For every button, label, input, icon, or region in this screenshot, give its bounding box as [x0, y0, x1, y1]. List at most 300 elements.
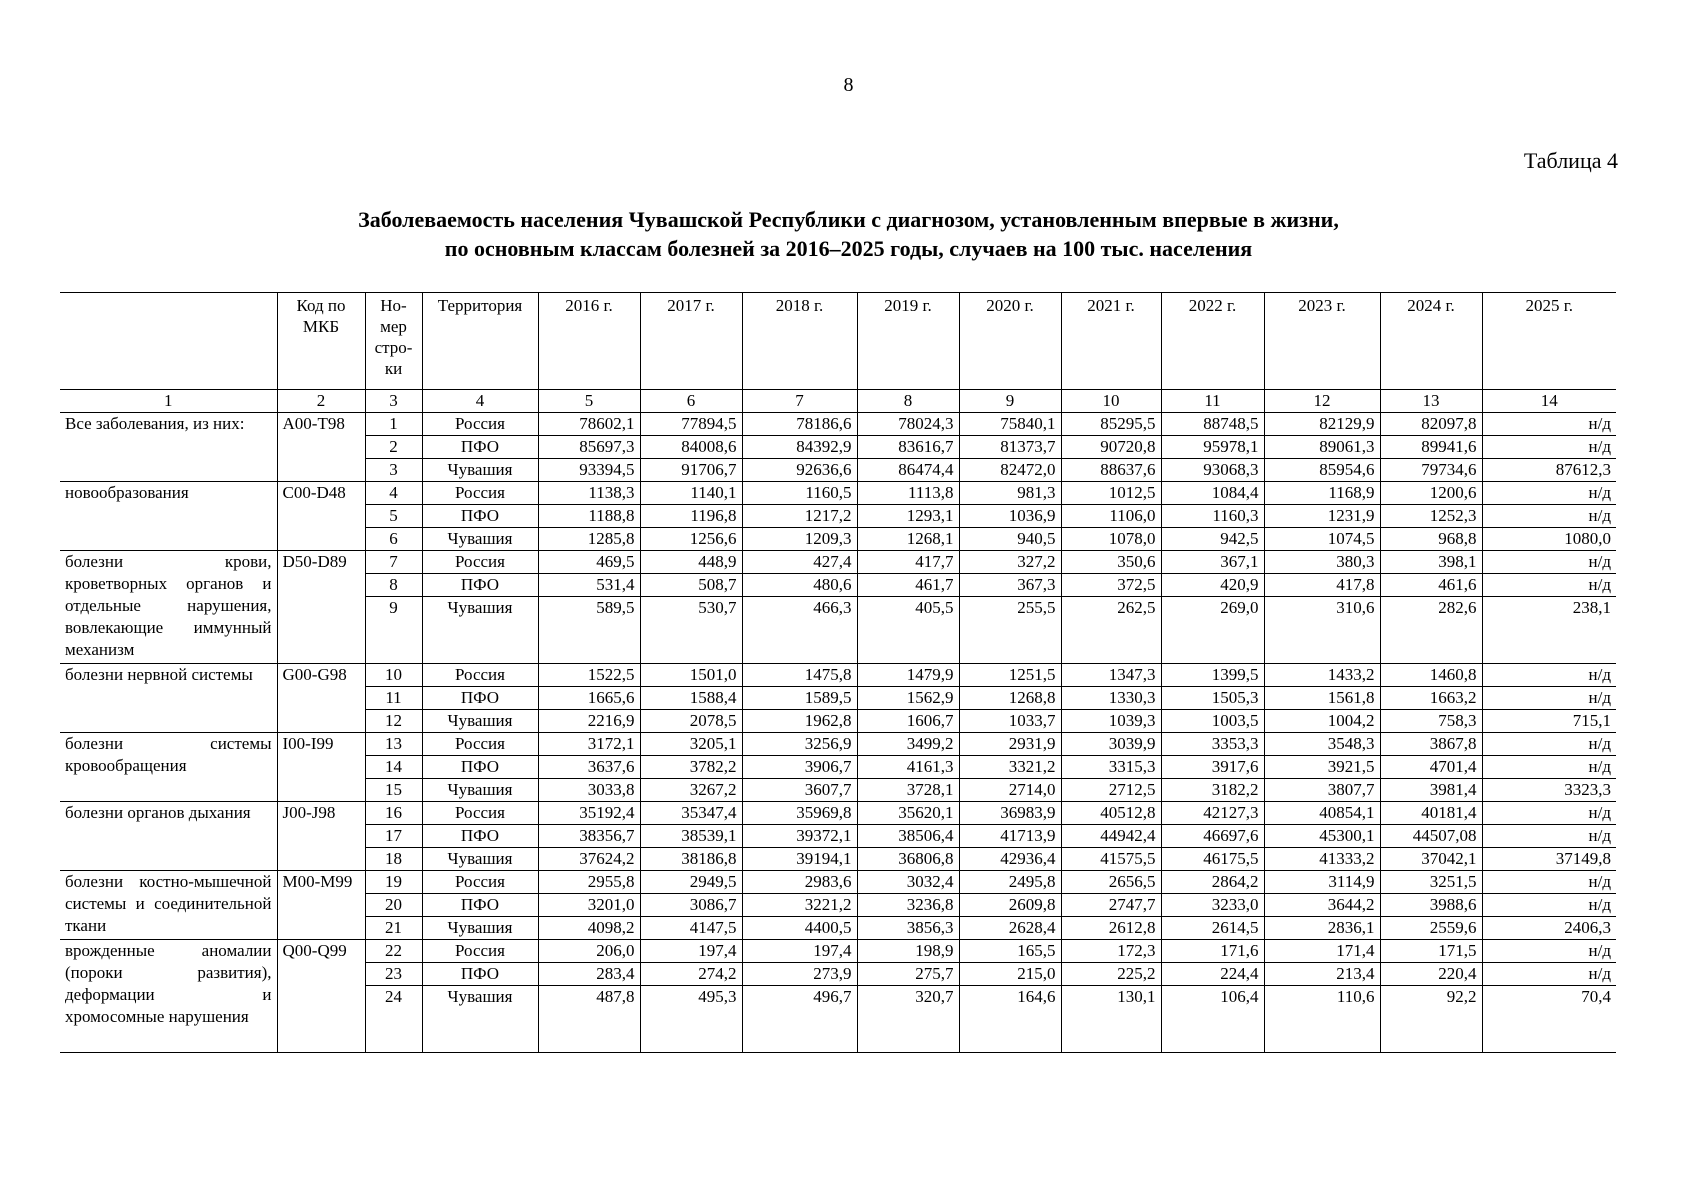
column-number: 14	[1482, 390, 1616, 413]
column-number: 6	[640, 390, 742, 413]
value-cell: 1663,2	[1380, 687, 1482, 710]
value-cell: н/д	[1482, 733, 1616, 756]
value-cell: 3039,9	[1061, 733, 1161, 756]
value-cell: 4147,5	[640, 917, 742, 940]
value-cell: 3201,0	[538, 894, 640, 917]
value-cell: 213,4	[1264, 963, 1380, 986]
value-cell: 41575,5	[1061, 848, 1161, 871]
value-cell: 1562,9	[857, 687, 959, 710]
value-cell: 40181,4	[1380, 802, 1482, 825]
value-cell: 1606,7	[857, 710, 959, 733]
value-cell: 39194,1	[742, 848, 857, 871]
value-cell: 1140,1	[640, 482, 742, 505]
icd-code: D50-D89	[277, 551, 365, 664]
value-cell: н/д	[1482, 963, 1616, 986]
row-number: 4	[365, 482, 422, 505]
header-year: 2020 г.	[959, 293, 1061, 390]
value-cell: н/д	[1482, 664, 1616, 687]
territory: Россия	[422, 940, 538, 963]
disease-class-name: новообразования	[60, 482, 277, 551]
value-cell: 46697,6	[1161, 825, 1264, 848]
value-cell: н/д	[1482, 894, 1616, 917]
value-cell: 2712,5	[1061, 779, 1161, 802]
value-cell: н/д	[1482, 551, 1616, 574]
value-cell: 269,0	[1161, 597, 1264, 664]
value-cell: 1501,0	[640, 664, 742, 687]
table-row	[60, 482, 1616, 505]
value-cell: 1084,4	[1161, 482, 1264, 505]
value-cell: 171,6	[1161, 940, 1264, 963]
row-number: 14	[365, 756, 422, 779]
value-cell: 3548,3	[1264, 733, 1380, 756]
header-code: Код по МКБ	[277, 293, 365, 390]
value-cell: 172,3	[1061, 940, 1161, 963]
header-rownum-line: стро-	[374, 338, 413, 357]
value-cell: 1039,3	[1061, 710, 1161, 733]
value-cell: 283,4	[538, 963, 640, 986]
header-year: 2017 г.	[640, 293, 742, 390]
page-number: 8	[843, 74, 854, 96]
value-cell: 220,4	[1380, 963, 1482, 986]
value-cell: 4098,2	[538, 917, 640, 940]
row-number: 17	[365, 825, 422, 848]
value-cell: 197,4	[742, 940, 857, 963]
value-cell: 1033,7	[959, 710, 1061, 733]
icd-code: G00-G98	[277, 664, 365, 733]
value-cell: 78024,3	[857, 413, 959, 436]
table-row	[60, 940, 1616, 963]
territory: Чувашия	[422, 459, 538, 482]
value-cell: 38356,7	[538, 825, 640, 848]
value-cell: 262,5	[1061, 597, 1161, 664]
value-cell: н/д	[1482, 413, 1616, 436]
value-cell: 89061,3	[1264, 436, 1380, 459]
value-cell: 405,5	[857, 597, 959, 664]
value-cell: 2656,5	[1061, 871, 1161, 894]
value-cell: 3728,1	[857, 779, 959, 802]
row-number: 8	[365, 574, 422, 597]
value-cell: 82129,9	[1264, 413, 1380, 436]
value-cell: 1268,8	[959, 687, 1061, 710]
value-cell: н/д	[1482, 940, 1616, 963]
value-cell: 44507,08	[1380, 825, 1482, 848]
header-year: 2021 г.	[1061, 293, 1161, 390]
territory: ПФО	[422, 687, 538, 710]
value-cell: 715,1	[1482, 710, 1616, 733]
value-cell: 75840,1	[959, 413, 1061, 436]
value-cell: 380,3	[1264, 551, 1380, 574]
value-cell: 2628,4	[959, 917, 1061, 940]
value-cell: 35347,4	[640, 802, 742, 825]
value-cell: 83616,7	[857, 436, 959, 459]
title-line-1: Заболеваемость населения Чувашской Республики с диагнозом, установленным впервые в жизни,	[358, 207, 1339, 232]
value-cell: 273,9	[742, 963, 857, 986]
row-number: 21	[365, 917, 422, 940]
value-cell: 39372,1	[742, 825, 857, 848]
value-cell: 1074,5	[1264, 528, 1380, 551]
value-cell: 398,1	[1380, 551, 1482, 574]
value-cell: 968,8	[1380, 528, 1482, 551]
value-cell: 469,5	[538, 551, 640, 574]
territory: Чувашия	[422, 848, 538, 871]
table-label: Таблица 4	[1523, 148, 1618, 173]
value-cell: н/д	[1482, 687, 1616, 710]
value-cell: 2612,8	[1061, 917, 1161, 940]
territory: ПФО	[422, 963, 538, 986]
icd-code: C00-D48	[277, 482, 365, 551]
value-cell: 1012,5	[1061, 482, 1161, 505]
value-cell: 70,4	[1482, 986, 1616, 1053]
value-cell: 274,2	[640, 963, 742, 986]
disease-class-name: Все заболевания, из них:	[60, 413, 277, 482]
value-cell: 367,3	[959, 574, 1061, 597]
header-year: 2024 г.	[1380, 293, 1482, 390]
value-cell: 2983,6	[742, 871, 857, 894]
value-cell: 1106,0	[1061, 505, 1161, 528]
value-cell: 1268,1	[857, 528, 959, 551]
row-number: 19	[365, 871, 422, 894]
value-cell: 92636,6	[742, 459, 857, 482]
territory: Чувашия	[422, 597, 538, 664]
column-number: 1	[60, 390, 277, 413]
value-cell: 4161,3	[857, 756, 959, 779]
row-number: 18	[365, 848, 422, 871]
territory: ПФО	[422, 894, 538, 917]
value-cell: 1188,8	[538, 505, 640, 528]
value-cell: 1251,5	[959, 664, 1061, 687]
value-cell: н/д	[1482, 871, 1616, 894]
value-cell: 448,9	[640, 551, 742, 574]
value-cell: 95978,1	[1161, 436, 1264, 459]
value-cell: 1256,6	[640, 528, 742, 551]
value-cell: 37149,8	[1482, 848, 1616, 871]
row-number: 11	[365, 687, 422, 710]
column-number: 4	[422, 390, 538, 413]
value-cell: 3315,3	[1061, 756, 1161, 779]
value-cell: 1460,8	[1380, 664, 1482, 687]
value-cell: 1399,5	[1161, 664, 1264, 687]
value-cell: 40854,1	[1264, 802, 1380, 825]
row-number: 5	[365, 505, 422, 528]
value-cell: 38539,1	[640, 825, 742, 848]
value-cell: 255,5	[959, 597, 1061, 664]
value-cell: 85295,5	[1061, 413, 1161, 436]
value-cell: 3807,7	[1264, 779, 1380, 802]
value-cell: 1665,6	[538, 687, 640, 710]
value-cell: 171,4	[1264, 940, 1380, 963]
value-cell: 3867,8	[1380, 733, 1482, 756]
value-cell: 206,0	[538, 940, 640, 963]
column-number: 5	[538, 390, 640, 413]
value-cell: 3921,5	[1264, 756, 1380, 779]
value-cell: 2559,6	[1380, 917, 1482, 940]
table-row	[60, 664, 1616, 687]
value-cell: 942,5	[1161, 528, 1264, 551]
value-cell: 225,2	[1061, 963, 1161, 986]
value-cell: 198,9	[857, 940, 959, 963]
value-cell: н/д	[1482, 436, 1616, 459]
value-cell: 171,5	[1380, 940, 1482, 963]
row-number: 2	[365, 436, 422, 459]
value-cell: 36983,9	[959, 802, 1061, 825]
value-cell: 320,7	[857, 986, 959, 1053]
row-number: 24	[365, 986, 422, 1053]
value-cell: 40512,8	[1061, 802, 1161, 825]
value-cell: 78602,1	[538, 413, 640, 436]
value-cell: 427,4	[742, 551, 857, 574]
value-cell: 2714,0	[959, 779, 1061, 802]
value-cell: 46175,5	[1161, 848, 1264, 871]
row-number: 16	[365, 802, 422, 825]
column-number-row	[60, 390, 1616, 413]
value-cell: 42936,4	[959, 848, 1061, 871]
value-cell: 92,2	[1380, 986, 1482, 1053]
value-cell: 372,5	[1061, 574, 1161, 597]
value-cell: 1522,5	[538, 664, 640, 687]
header-territory: Территория	[422, 293, 538, 390]
value-cell: 165,5	[959, 940, 1061, 963]
value-cell: 3033,8	[538, 779, 640, 802]
value-cell: 3644,2	[1264, 894, 1380, 917]
row-number: 15	[365, 779, 422, 802]
icd-code: J00-J98	[277, 802, 365, 871]
value-cell: 93394,5	[538, 459, 640, 482]
value-cell: 1252,3	[1380, 505, 1482, 528]
value-cell: 3236,8	[857, 894, 959, 917]
value-cell: 3233,0	[1161, 894, 1264, 917]
value-cell: 2495,8	[959, 871, 1061, 894]
territory: ПФО	[422, 505, 538, 528]
row-number: 3	[365, 459, 422, 482]
value-cell: 238,1	[1482, 597, 1616, 664]
value-cell: 88637,6	[1061, 459, 1161, 482]
table-row	[60, 413, 1616, 436]
value-cell: 1209,3	[742, 528, 857, 551]
table-row	[60, 551, 1616, 574]
icd-code: Q00-Q99	[277, 940, 365, 1053]
value-cell: 87612,3	[1482, 459, 1616, 482]
value-cell: 3032,4	[857, 871, 959, 894]
row-number: 7	[365, 551, 422, 574]
territory: Россия	[422, 482, 538, 505]
column-number: 3	[365, 390, 422, 413]
value-cell: 88748,5	[1161, 413, 1264, 436]
value-cell: 3172,1	[538, 733, 640, 756]
header-year: 2018 г.	[742, 293, 857, 390]
value-cell: 327,2	[959, 551, 1061, 574]
value-cell: 1285,8	[538, 528, 640, 551]
value-cell: 38506,4	[857, 825, 959, 848]
territory: ПФО	[422, 825, 538, 848]
value-cell: 530,7	[640, 597, 742, 664]
territory: Чувашия	[422, 917, 538, 940]
value-cell: 461,6	[1380, 574, 1482, 597]
value-cell: 1561,8	[1264, 687, 1380, 710]
value-cell: 1160,3	[1161, 505, 1264, 528]
value-cell: 1036,9	[959, 505, 1061, 528]
value-cell: 3267,2	[640, 779, 742, 802]
title-line-2: по основным классам болезней за 2016–2025 годы, случаев на 100 тыс. населения	[444, 236, 1253, 261]
value-cell: 85697,3	[538, 436, 640, 459]
value-cell: 1138,3	[538, 482, 640, 505]
header-rownum-line: мер	[380, 317, 407, 336]
morbidity-table	[60, 292, 1616, 1053]
value-cell: 90720,8	[1061, 436, 1161, 459]
value-cell: 110,6	[1264, 986, 1380, 1053]
value-cell: 2406,3	[1482, 917, 1616, 940]
value-cell: 3251,5	[1380, 871, 1482, 894]
value-cell: 275,7	[857, 963, 959, 986]
value-cell: 282,6	[1380, 597, 1482, 664]
value-cell: 1004,2	[1264, 710, 1380, 733]
territory: Чувашия	[422, 779, 538, 802]
value-cell: 1962,8	[742, 710, 857, 733]
disease-class-name: болезни органов дыхания	[60, 802, 277, 871]
value-cell: н/д	[1482, 505, 1616, 528]
column-number: 10	[1061, 390, 1161, 413]
value-cell: 2836,1	[1264, 917, 1380, 940]
value-cell: 35192,4	[538, 802, 640, 825]
row-number: 22	[365, 940, 422, 963]
value-cell: 2955,8	[538, 871, 640, 894]
value-cell: 3323,3	[1482, 779, 1616, 802]
header-year: 2019 г.	[857, 293, 959, 390]
value-cell: 310,6	[1264, 597, 1380, 664]
value-cell: 45300,1	[1264, 825, 1380, 848]
disease-class-name: болезни крови, кроветворных органов и отдельные нарушения, вовлекающие иммунный механизм	[60, 551, 277, 664]
value-cell: 215,0	[959, 963, 1061, 986]
value-cell: 1113,8	[857, 482, 959, 505]
row-number: 13	[365, 733, 422, 756]
row-number: 23	[365, 963, 422, 986]
value-cell: н/д	[1482, 574, 1616, 597]
value-cell: 1475,8	[742, 664, 857, 687]
value-cell: 1200,6	[1380, 482, 1482, 505]
value-cell: 84392,9	[742, 436, 857, 459]
value-cell: 3637,6	[538, 756, 640, 779]
value-cell: 487,8	[538, 986, 640, 1053]
value-cell: 3353,3	[1161, 733, 1264, 756]
value-cell: 417,7	[857, 551, 959, 574]
value-cell: 589,5	[538, 597, 640, 664]
value-cell: 981,3	[959, 482, 1061, 505]
header-rownum-line: Но-	[380, 296, 407, 315]
value-cell: 77894,5	[640, 413, 742, 436]
territory: Россия	[422, 802, 538, 825]
disease-class-name: врожденные аномалии (пороки развития), деформации и хромосомные нарушения	[60, 940, 277, 1053]
value-cell: 2931,9	[959, 733, 1061, 756]
column-number: 12	[1264, 390, 1380, 413]
value-cell: н/д	[1482, 482, 1616, 505]
header-year: 2022 г.	[1161, 293, 1264, 390]
value-cell: 1231,9	[1264, 505, 1380, 528]
value-cell: 3205,1	[640, 733, 742, 756]
value-cell: 1168,9	[1264, 482, 1380, 505]
value-cell: 106,4	[1161, 986, 1264, 1053]
value-cell: 531,4	[538, 574, 640, 597]
value-cell: 2609,8	[959, 894, 1061, 917]
value-cell: 2614,5	[1161, 917, 1264, 940]
territory: Чувашия	[422, 710, 538, 733]
header-year: 2025 г.	[1482, 293, 1616, 390]
value-cell: 86474,4	[857, 459, 959, 482]
column-number: 11	[1161, 390, 1264, 413]
value-cell: н/д	[1482, 802, 1616, 825]
value-cell: 3607,7	[742, 779, 857, 802]
territory: Россия	[422, 664, 538, 687]
value-cell: 84008,6	[640, 436, 742, 459]
value-cell: 1330,3	[1061, 687, 1161, 710]
value-cell: 81373,7	[959, 436, 1061, 459]
value-cell: 3856,3	[857, 917, 959, 940]
row-number: 1	[365, 413, 422, 436]
value-cell: 3221,2	[742, 894, 857, 917]
value-cell: 3182,2	[1161, 779, 1264, 802]
value-cell: 3988,6	[1380, 894, 1482, 917]
value-cell: 461,7	[857, 574, 959, 597]
value-cell: 367,1	[1161, 551, 1264, 574]
value-cell: 1505,3	[1161, 687, 1264, 710]
value-cell: 93068,3	[1161, 459, 1264, 482]
value-cell: 350,6	[1061, 551, 1161, 574]
value-cell: 1588,4	[640, 687, 742, 710]
value-cell: 41713,9	[959, 825, 1061, 848]
value-cell: 36806,8	[857, 848, 959, 871]
header-col1	[60, 293, 277, 390]
value-cell: 35969,8	[742, 802, 857, 825]
value-cell: 3321,2	[959, 756, 1061, 779]
header-year: 2016 г.	[538, 293, 640, 390]
value-cell: 940,5	[959, 528, 1061, 551]
disease-class-name: болезни костно-мышечной системы и соединительной ткани	[60, 871, 277, 940]
territory: Чувашия	[422, 986, 538, 1053]
value-cell: 3906,7	[742, 756, 857, 779]
value-cell: 1479,9	[857, 664, 959, 687]
value-cell: 35620,1	[857, 802, 959, 825]
value-cell: 1433,2	[1264, 664, 1380, 687]
table-row	[60, 802, 1616, 825]
territory: Россия	[422, 871, 538, 894]
column-number: 13	[1380, 390, 1482, 413]
value-cell: 508,7	[640, 574, 742, 597]
value-cell: 1080,0	[1482, 528, 1616, 551]
row-number: 12	[365, 710, 422, 733]
value-cell: 37042,1	[1380, 848, 1482, 871]
value-cell: 758,3	[1380, 710, 1482, 733]
value-cell: 3114,9	[1264, 871, 1380, 894]
header-rownum-line: ки	[384, 359, 403, 378]
value-cell: 37624,2	[538, 848, 640, 871]
header-row	[60, 293, 1616, 390]
territory: Чувашия	[422, 528, 538, 551]
value-cell: 224,4	[1161, 963, 1264, 986]
row-number: 10	[365, 664, 422, 687]
value-cell: 3499,2	[857, 733, 959, 756]
table-row	[60, 871, 1616, 894]
column-number: 9	[959, 390, 1061, 413]
value-cell: 2747,7	[1061, 894, 1161, 917]
value-cell: 1196,8	[640, 505, 742, 528]
header-year: 2023 г.	[1264, 293, 1380, 390]
table-title	[0, 205, 1697, 263]
value-cell: 3917,6	[1161, 756, 1264, 779]
row-number: 9	[365, 597, 422, 664]
value-cell: 1003,5	[1161, 710, 1264, 733]
value-cell: 91706,7	[640, 459, 742, 482]
value-cell: 38186,8	[640, 848, 742, 871]
value-cell: 82097,8	[1380, 413, 1482, 436]
value-cell: 1347,3	[1061, 664, 1161, 687]
